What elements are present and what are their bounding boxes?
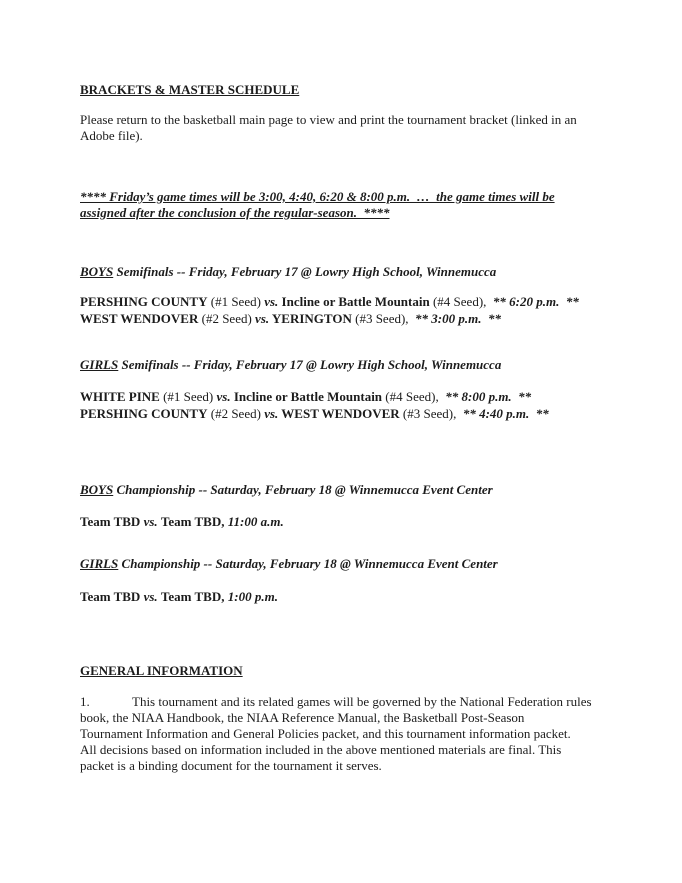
boys-label: BOYS bbox=[80, 264, 114, 279]
game-time: 11:00 a.m. bbox=[227, 514, 284, 529]
item-number: 1. bbox=[80, 694, 90, 709]
team2: Incline or Battle Mountain bbox=[230, 389, 383, 404]
item-line bbox=[80, 694, 646, 710]
game-line bbox=[80, 388, 646, 405]
boys-label: BOYS bbox=[80, 482, 114, 497]
team1: PERSHING COUNTY bbox=[80, 406, 208, 421]
item-text: This tournament and its related games will be governed by the National Federation rules bbox=[132, 694, 592, 709]
game-time: 1:00 p.m. bbox=[227, 589, 278, 604]
game-time: ** 6:20 p.m. ** bbox=[492, 294, 579, 309]
vs-label: vs. bbox=[264, 294, 279, 309]
vs-label: vs. bbox=[140, 514, 161, 529]
seed2: (#4 Seed), bbox=[382, 389, 446, 404]
notice-line: **** Friday’s game times will be 3:00, 4:40, 6:20 & 8:00 p.m. … the game times will be bbox=[80, 189, 555, 204]
team2: YERINGTON bbox=[269, 311, 352, 326]
boys-semifinals-games bbox=[80, 293, 646, 327]
general-information-item-1 bbox=[80, 694, 646, 774]
page-title: BRACKETS & MASTER SCHEDULE bbox=[80, 82, 300, 97]
seed1: (#2 Seed) bbox=[207, 406, 265, 421]
boys-semifinals-header bbox=[80, 264, 646, 280]
girls-semifinals-header-text: Semifinals -- Friday, February 17 @ Lowry High School, Winnemucca bbox=[118, 357, 502, 372]
general-information-heading: GENERAL INFORMATION bbox=[80, 663, 243, 678]
team1: Team TBD bbox=[80, 514, 141, 529]
game-line bbox=[80, 405, 646, 422]
game-line bbox=[80, 310, 646, 327]
vs-label: vs. bbox=[264, 406, 279, 421]
girls-championship-game bbox=[80, 588, 646, 605]
team1: WHITE PINE bbox=[80, 389, 160, 404]
game-times-notice bbox=[80, 189, 646, 221]
boys-championship-game bbox=[80, 513, 646, 530]
game-time: ** 8:00 p.m. ** bbox=[445, 389, 532, 404]
girls-championship-header bbox=[80, 556, 646, 572]
girls-championship-header-text: Championship -- Saturday, February 18 @ Winnemucca Event Center bbox=[118, 556, 498, 571]
boys-semifinals-header-text: Semifinals -- Friday, February 17 @ Lowry High School, Winnemucca bbox=[113, 264, 497, 279]
vs-label: vs. bbox=[255, 311, 270, 326]
vs-label: vs. bbox=[216, 389, 231, 404]
team1: PERSHING COUNTY bbox=[80, 294, 208, 309]
game-time: ** 4:40 p.m. ** bbox=[462, 406, 549, 421]
seed2: (#3 Seed), bbox=[399, 406, 463, 421]
intro-paragraph bbox=[80, 112, 646, 144]
notice-line: assigned after the conclusion of the regular-season. **** bbox=[80, 205, 390, 220]
team2: Team TBD, bbox=[160, 589, 228, 604]
item-line: packet is a binding document for the tournament it serves. bbox=[80, 758, 382, 773]
vs-label: vs. bbox=[140, 589, 161, 604]
team1: Team TBD bbox=[80, 589, 141, 604]
team2: Incline or Battle Mountain bbox=[278, 294, 430, 309]
item-line: Tournament Information and General Policies packet, and this tournament information packet. bbox=[80, 726, 571, 741]
seed1: (#1 Seed) bbox=[207, 294, 265, 309]
team2: WEST WENDOVER bbox=[278, 406, 400, 421]
girls-semifinals-games bbox=[80, 388, 646, 422]
game-line bbox=[80, 293, 646, 310]
boys-championship-header-text: Championship -- Saturday, February 18 @ Winnemucca Event Center bbox=[113, 482, 493, 497]
seed2: (#4 Seed), bbox=[429, 294, 493, 309]
game-time: ** 3:00 p.m. ** bbox=[415, 311, 501, 326]
item-line: book, the NIAA Handbook, the NIAA Reference Manual, the Basketball Post-Season bbox=[80, 710, 525, 725]
item-line: All decisions based on information included in the above mentioned materials are final. This bbox=[80, 742, 562, 757]
seed1: (#1 Seed) bbox=[159, 389, 217, 404]
seed2: (#3 Seed), bbox=[351, 311, 416, 326]
seed1: (#2 Seed) bbox=[198, 311, 256, 326]
intro-line: Adobe file). bbox=[80, 128, 143, 143]
girls-label: GIRLS bbox=[80, 556, 119, 571]
team2: Team TBD, bbox=[160, 514, 228, 529]
boys-championship-header bbox=[80, 482, 646, 498]
team1: WEST WENDOVER bbox=[80, 311, 199, 326]
intro-line: Please return to the basketball main page to view and print the tournament bracket (linked in an bbox=[80, 112, 577, 127]
girls-semifinals-header bbox=[80, 357, 646, 373]
girls-label: GIRLS bbox=[80, 357, 119, 372]
